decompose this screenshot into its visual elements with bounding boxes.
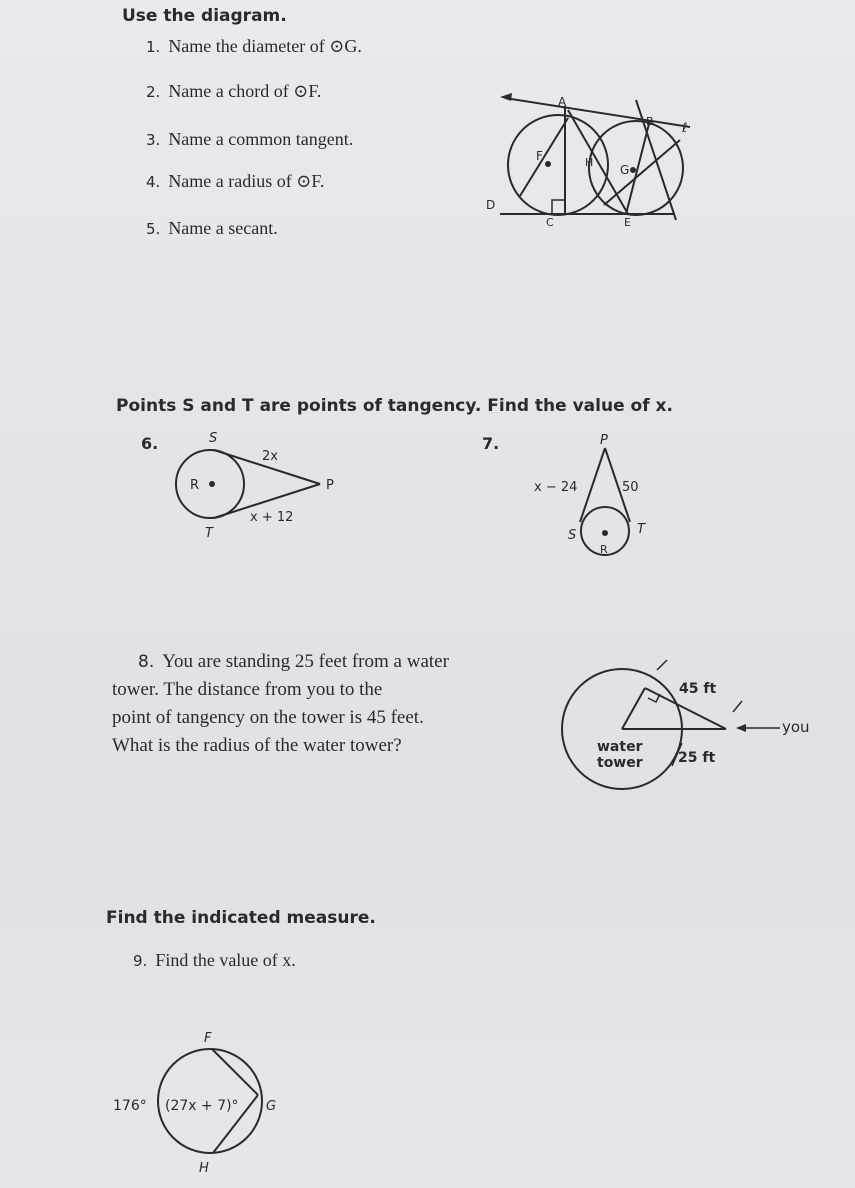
label-s7: S <box>568 528 577 543</box>
label-tower: tower <box>597 755 643 771</box>
dimension-tick-top <box>657 660 667 670</box>
label-r7: R <box>600 543 608 556</box>
right-angle-mark <box>552 200 566 214</box>
segment-ae <box>568 110 628 214</box>
label-g: G <box>620 163 630 177</box>
section-heading-diagram: Use the diagram. <box>122 6 287 26</box>
question-5: 5. Name a secant. <box>146 218 278 238</box>
water-tower-diagram <box>555 650 820 795</box>
section-heading-tangency: Points S and T are points of tangency. Find the value of x. <box>116 396 673 416</box>
label-g9: G <box>266 1099 277 1114</box>
label-2x: 2x <box>262 449 278 464</box>
question-2: 2. Name a chord of ⊙F. <box>146 81 322 101</box>
center-g <box>630 167 636 173</box>
label-a: A <box>558 95 567 109</box>
label-d: D <box>486 198 496 212</box>
problem-6-number: 6. <box>141 434 159 453</box>
question-9: 9. Find the value of x. <box>133 950 296 970</box>
label-angle-expression: (27x + 7)° <box>165 1098 239 1114</box>
label-c: C <box>546 216 554 228</box>
label-f9: F <box>204 1031 212 1046</box>
center-r <box>209 481 215 487</box>
label-b: B <box>646 115 654 128</box>
question-4: 4. Name a radius of ⊙F. <box>146 171 325 191</box>
radius-line <box>622 688 645 729</box>
dimension-tick-right <box>733 701 742 712</box>
two-circles-diagram <box>480 88 710 228</box>
arrowhead-left <box>500 93 512 101</box>
line-b <box>636 100 676 220</box>
label-f: F <box>536 149 543 163</box>
chord-f <box>520 118 568 196</box>
label-you: you <box>782 718 810 736</box>
problem-8-line-4: What is the radius of the water tower? <box>112 735 402 756</box>
problem-8-line-2: tower. The distance from you to the <box>112 679 383 700</box>
label-h9: H <box>199 1161 209 1176</box>
problem-8-line-3: point of tangency on the tower is 45 feet. <box>112 707 424 728</box>
label-l: ℓ <box>682 121 688 136</box>
label-water: water <box>597 739 643 755</box>
problem-7-number: 7. <box>482 434 500 453</box>
label-25-ft: 25 ft <box>678 750 716 766</box>
question-3: 3. Name a common tangent. <box>146 129 354 149</box>
label-p7: P <box>600 433 608 448</box>
label-s: S <box>209 431 218 446</box>
problem-8-line-1: 8. You are standing 25 feet from a water <box>138 651 449 672</box>
label-e: E <box>624 216 631 228</box>
label-t7: T <box>637 522 645 537</box>
section-heading-measure: Find the indicated measure. <box>106 908 376 928</box>
label-h: H <box>585 156 594 169</box>
center-f <box>545 161 551 167</box>
problem-6-diagram <box>160 425 350 540</box>
problem-9-diagram <box>110 1025 290 1185</box>
question-1: 1. Name the diameter of ⊙G. <box>146 36 362 56</box>
label-50: 50 <box>622 480 639 495</box>
label-arc-176: 176° <box>113 1098 147 1114</box>
problem-7-diagram <box>525 425 665 565</box>
label-r: R <box>190 478 200 493</box>
center-r7 <box>602 530 608 536</box>
label-p: P <box>326 478 334 493</box>
label-45-ft: 45 ft <box>679 681 717 697</box>
label-x-plus-12: x + 12 <box>250 510 294 525</box>
you-arrowhead <box>736 724 746 732</box>
label-t: T <box>205 526 213 540</box>
label-x-minus-24: x − 24 <box>534 480 578 495</box>
